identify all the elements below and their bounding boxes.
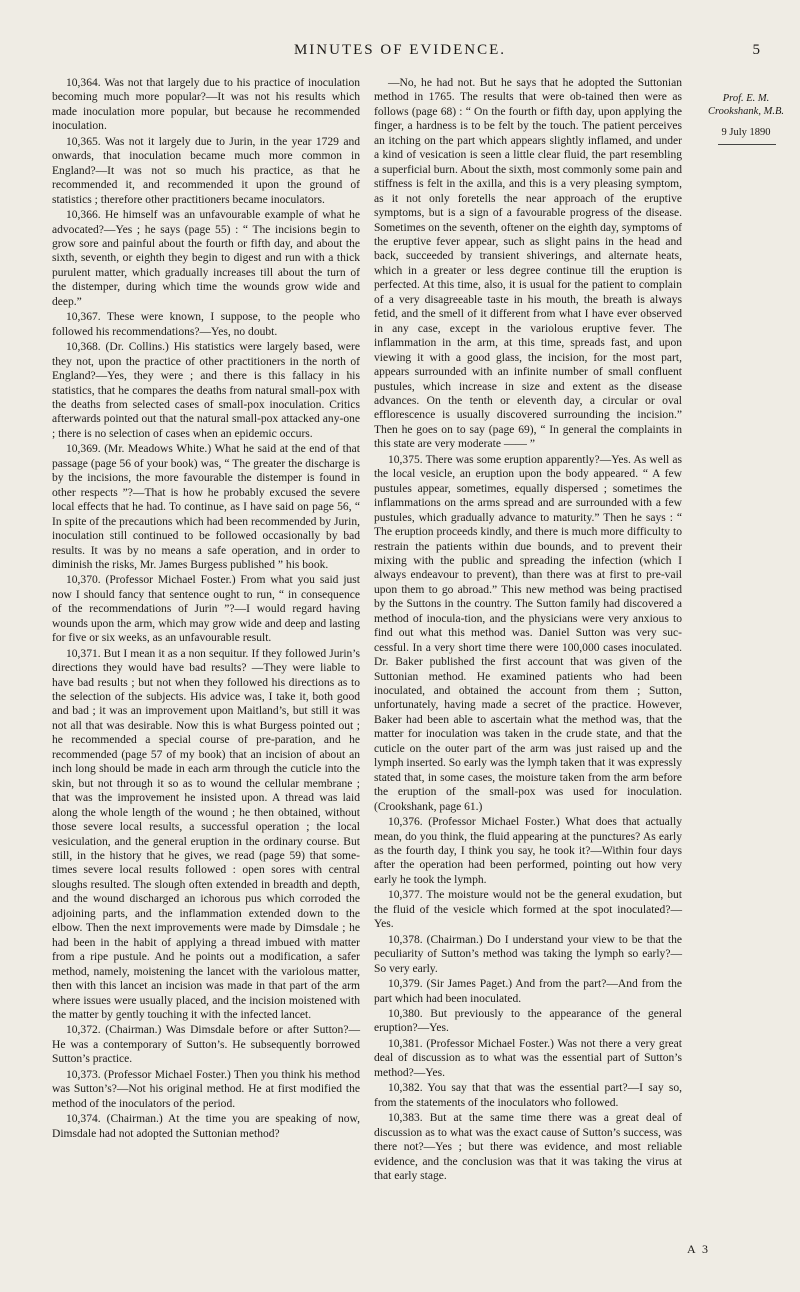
evidence-paragraph: 10,378. (Chairman.) Do I understand your view to be that the peculiarity of Sutton’s method was taking the lymph so early?—So very early. (374, 933, 682, 975)
evidence-paragraph: 10,383. But at the same time there was a great deal of discussion as to what was the exact cause of Sutton’s success, was there not?—Yes ; but there was evidence, and most reliable evidence, and the conclusion was that it was taking the virus at that early stage. (374, 1112, 682, 1182)
evidence-paragraph: 10,370. (Professor Michael Foster.) From what you said just now I should fancy that sentence ought to run, “ in consequence of the recommendations of Jurin ”?—I would regard having wounds upon the arm, which may grow wide and deep and lasting for five or six weeks, as an unfavourable result. (52, 574, 360, 645)
evidence-paragraph: 10,380. But previously to the appearance of the general eruption?—Yes. (374, 1008, 682, 1035)
evidence-paragraph: 10,366. He himself was an unfavourable example of what he advocated?—Yes ; he says (page 55) : “ The incisions begin to grow sore and painful about the fourth or fifth day, and about the sixth, seventh, or eighth they begin to digest and run with a thick purulent matter, which gradually increases till about the turn of the distemper, during which time the wounds grow wide and deep.” (52, 209, 360, 308)
hearing-date: 9 July 1890 (721, 127, 771, 138)
evidence-paragraph: 10,377. The moisture would not be the general exudation, but the fluid of the vesicle which formed at the spot inoculated?—Yes. (374, 889, 682, 931)
evidence-paragraph: 10,368. (Dr. Collins.) His statistics were largely based, were they not, upon the practice of other practitioners in the north of England?—Yes, they were ; and there is this fallacy in his statistics, that he compares the deaths from natural small-pox with the deaths from selected cases of small-pox inoculation. Critics afterwards pointed out that the natural small-pox attacked any-one ; there is no selection of cases when an epidemic occurs. (52, 341, 360, 440)
page-header (0, 42, 800, 62)
signature-mark: A 3 (686, 1242, 710, 1256)
evidence-paragraph: 10,371. But I mean it as a non sequitur. If they followed Jurin’s directions they would have bad results? —They were liable to have bad results ; but not when they followed his directions as to the selection of the subjects. His advice was, I take it, both good and bad ; it was an improvement upon Maitland’s, but still it was not all that was desirable. Now this is what Burgess pointed out ; he recommended a special course of pre-paration, and he recommended (page 57 of my book) that an incision of about an inch long should be made in each arm through the cuticle into the skin, but not through it so as to wound the cellular membrane ; that was the improvement he insisted upon. A thread was laid along the whole length of the wound ; he then obtained, without those severe local results, a successful operation ; the local vesiculation, and the general eruption in the ordinary course. But still, in the history that he gives, we read (page 59) that some-times severe local results followed : open sores with central sloughs resulted. The slough often extended in breadth and depth, and the wound discharged an ichorous pus which corroded the adjoining parts, and the inflammation extended down to the elbow. Then the next improvements were made by Dimsdale ; he had been in the habit of applying a thread imbued with matter from a ripe pustule. And he points out a modification, a safer method, namely, moistening the lancet with the variolous matter, then with this lancet an incision was made in that part of the arm where issues were usually placed, and the incision moistened with the matter by gently touching it with the infected lancet. (52, 647, 360, 1021)
page-number: 5 (752, 42, 760, 58)
evidence-paragraph: 10,369. (Mr. Meadows White.) What he said at the end of that passage (page 56 of your book) was, “ The greater the discharge is by the incisions, the more favourable the distemper is found in other respects ”?—That is how he probably excused the severe local effects that he had. To continue, as I have said on page 56, “ In spite of the precautions which had been recommended by Jurin, inoculation still continued to be followed occasionally by bad results. It was by no means a safe operation, and in order to diminish the risks, Mr. James Burgess published ” his book. (52, 443, 360, 571)
right-column (374, 76, 682, 1184)
left-column (52, 76, 360, 1184)
evidence-paragraph: 10,364. Was not that largely due to his practice of inoculation becoming much more popular?—It was not his results which made inoculation more popular, but because he recommended inoculation. (52, 77, 360, 133)
evidence-paragraph: —No, he had not. But he says that he adopted the Suttonian method in 1765. The results that were ob-tained then were as follows (page 68) : “ On the fourth or fifth day, upon applying the finger, a hardness is to be felt by the touch. The patient perceives an itching on the part which appears slightly inflamed, and under a kind of vesication is seen a little clear fluid, the part resembling a superficial burn. About the sixth, most commonly some pain and stiffness is felt in the axilla, and this is a very pleasing symptom, as it not only foretells the near approach of the eruptive symptoms, but is a sign of a favourable progress of the disease. Sometimes on the seventh, oftener on the eighth day, symptoms of the eruptive fever appear, such as slight pains in the head and back, succeeded by transient shiverings, and alternate heats, which in a greater or less degree continue till the eruption is perfected. At this time, also, it is usual for the patient to complain of a very disagreeable taste in his mouth, the breath is always fetid, and the smell of it different from what I have ever observed in any case, except in the variolous eruptive fever. The inflammation in the arm, at this time, spreads fast, and upon viewing it with a good glass, the incision, for the most part, appears surrounded with an infinite number of small confluent pustules, which increase in size and extent as the disease advances. On the tenth or eleventh day, a circular or oval efflorescence is usually discovered surrounding the incision.” Then he goes on to say (page 69), “ In general the complaints in this state are very moderate —— ” (374, 77, 682, 451)
evidence-paragraph: 10,382. You say that that was the essential part?—I say so, from the statements of the inoculators who followed. (374, 1082, 682, 1109)
evidence-paragraph: 10,375. There was some eruption apparently?—Yes. As well as the local vesicle, an eruption upon the body appeared. “ A few pustules appear, sometimes, equally dispersed ; sometimes the inflammations on the arms spread and are surrounded with a few pustules, which gradually advance to maturity.” Then he says : “ The eruption proceeds kindly, and there is much more difficulty to restrain the patients within due bounds, and to prevent their mixing with the public and spreading the infection (which I always endeavour to prevent), than there was at first to pre-vail upon them to go abroad.” This new method was being practised by the Suttons in the country. The Sutton family had discovered a method of inocula-tion, and the physicians were very anxious to find out what this method was. Daniel Sutton was very suc-cessful. In a very short time there were 100,000 cases inoculated. Dr. Baker published the first account that was given of the Suttonian method. He examined patients who had been inoculated, and obtained the account from them ; Sutton, unfortunately, having made a secret of the practice. However, Baker had been able to ascertain what the method was, that the matter for inoculation was taken in the crude state, and that the cuticle on the outer part of the arm was just raised up and the lymph inserted. So early was the lymph taken that it was expressly stated that, in some cases, the moisture taken from the arm before the eruption of the small-pox was used for inoculation. (Crookshank, page 61.) (374, 453, 682, 813)
evidence-paragraph: 10,365. Was not it largely due to Jurin, in the year 1729 and onwards, that inoculation became much more common in England?—It was not so much his practice, as that he recommended it, and recommended it upon the ground of statistics ; therefore other practitioners became inoculators. (52, 135, 360, 206)
evidence-paragraph: 10,376. (Professor Michael Foster.) What does that actually mean, do you think, the fluid appearing at the punctures? As early as the fourth day, I think you say, he took it?—Within four days after the operation had been performed, pointing out how very early he took the lymph. (374, 816, 682, 886)
evidence-paragraph: 10,381. (Professor Michael Foster.) Was not there a very great deal of discussion as to what was the essential part of Sutton’s method?—Yes. (374, 1037, 682, 1079)
margin-rule (718, 144, 776, 145)
evidence-paragraph: 10,367. These were known, I suppose, to the people who followed his recommendations?—Yes, no doubt. (52, 311, 360, 338)
evidence-paragraph: 10,374. (Chairman.) At the time you are speaking of now, Dimsdale had not adopted the Suttonian method? (52, 1113, 360, 1140)
text-columns (52, 76, 682, 1184)
evidence-paragraph: 10,379. (Sir James Paget.) And from the part?—And from the part which had been inoculated. (374, 978, 682, 1005)
margin-note (696, 92, 796, 138)
evidence-paragraph: 10,373. (Professor Michael Foster.) Then you think his method was Sutton’s?—Not his original method. He at first modified the method of the inoculators of the period. (52, 1068, 360, 1110)
witness-name: Prof. E. M. Crookshank, M.B. (707, 93, 785, 117)
evidence-paragraph: 10,372. (Chairman.) Was Dimsdale before or after Sutton?—He was a contemporary of Sutton’s. He subsequently borrowed Sutton’s practice. (52, 1024, 360, 1066)
running-title: MINUTES OF EVIDENCE. (293, 42, 507, 58)
